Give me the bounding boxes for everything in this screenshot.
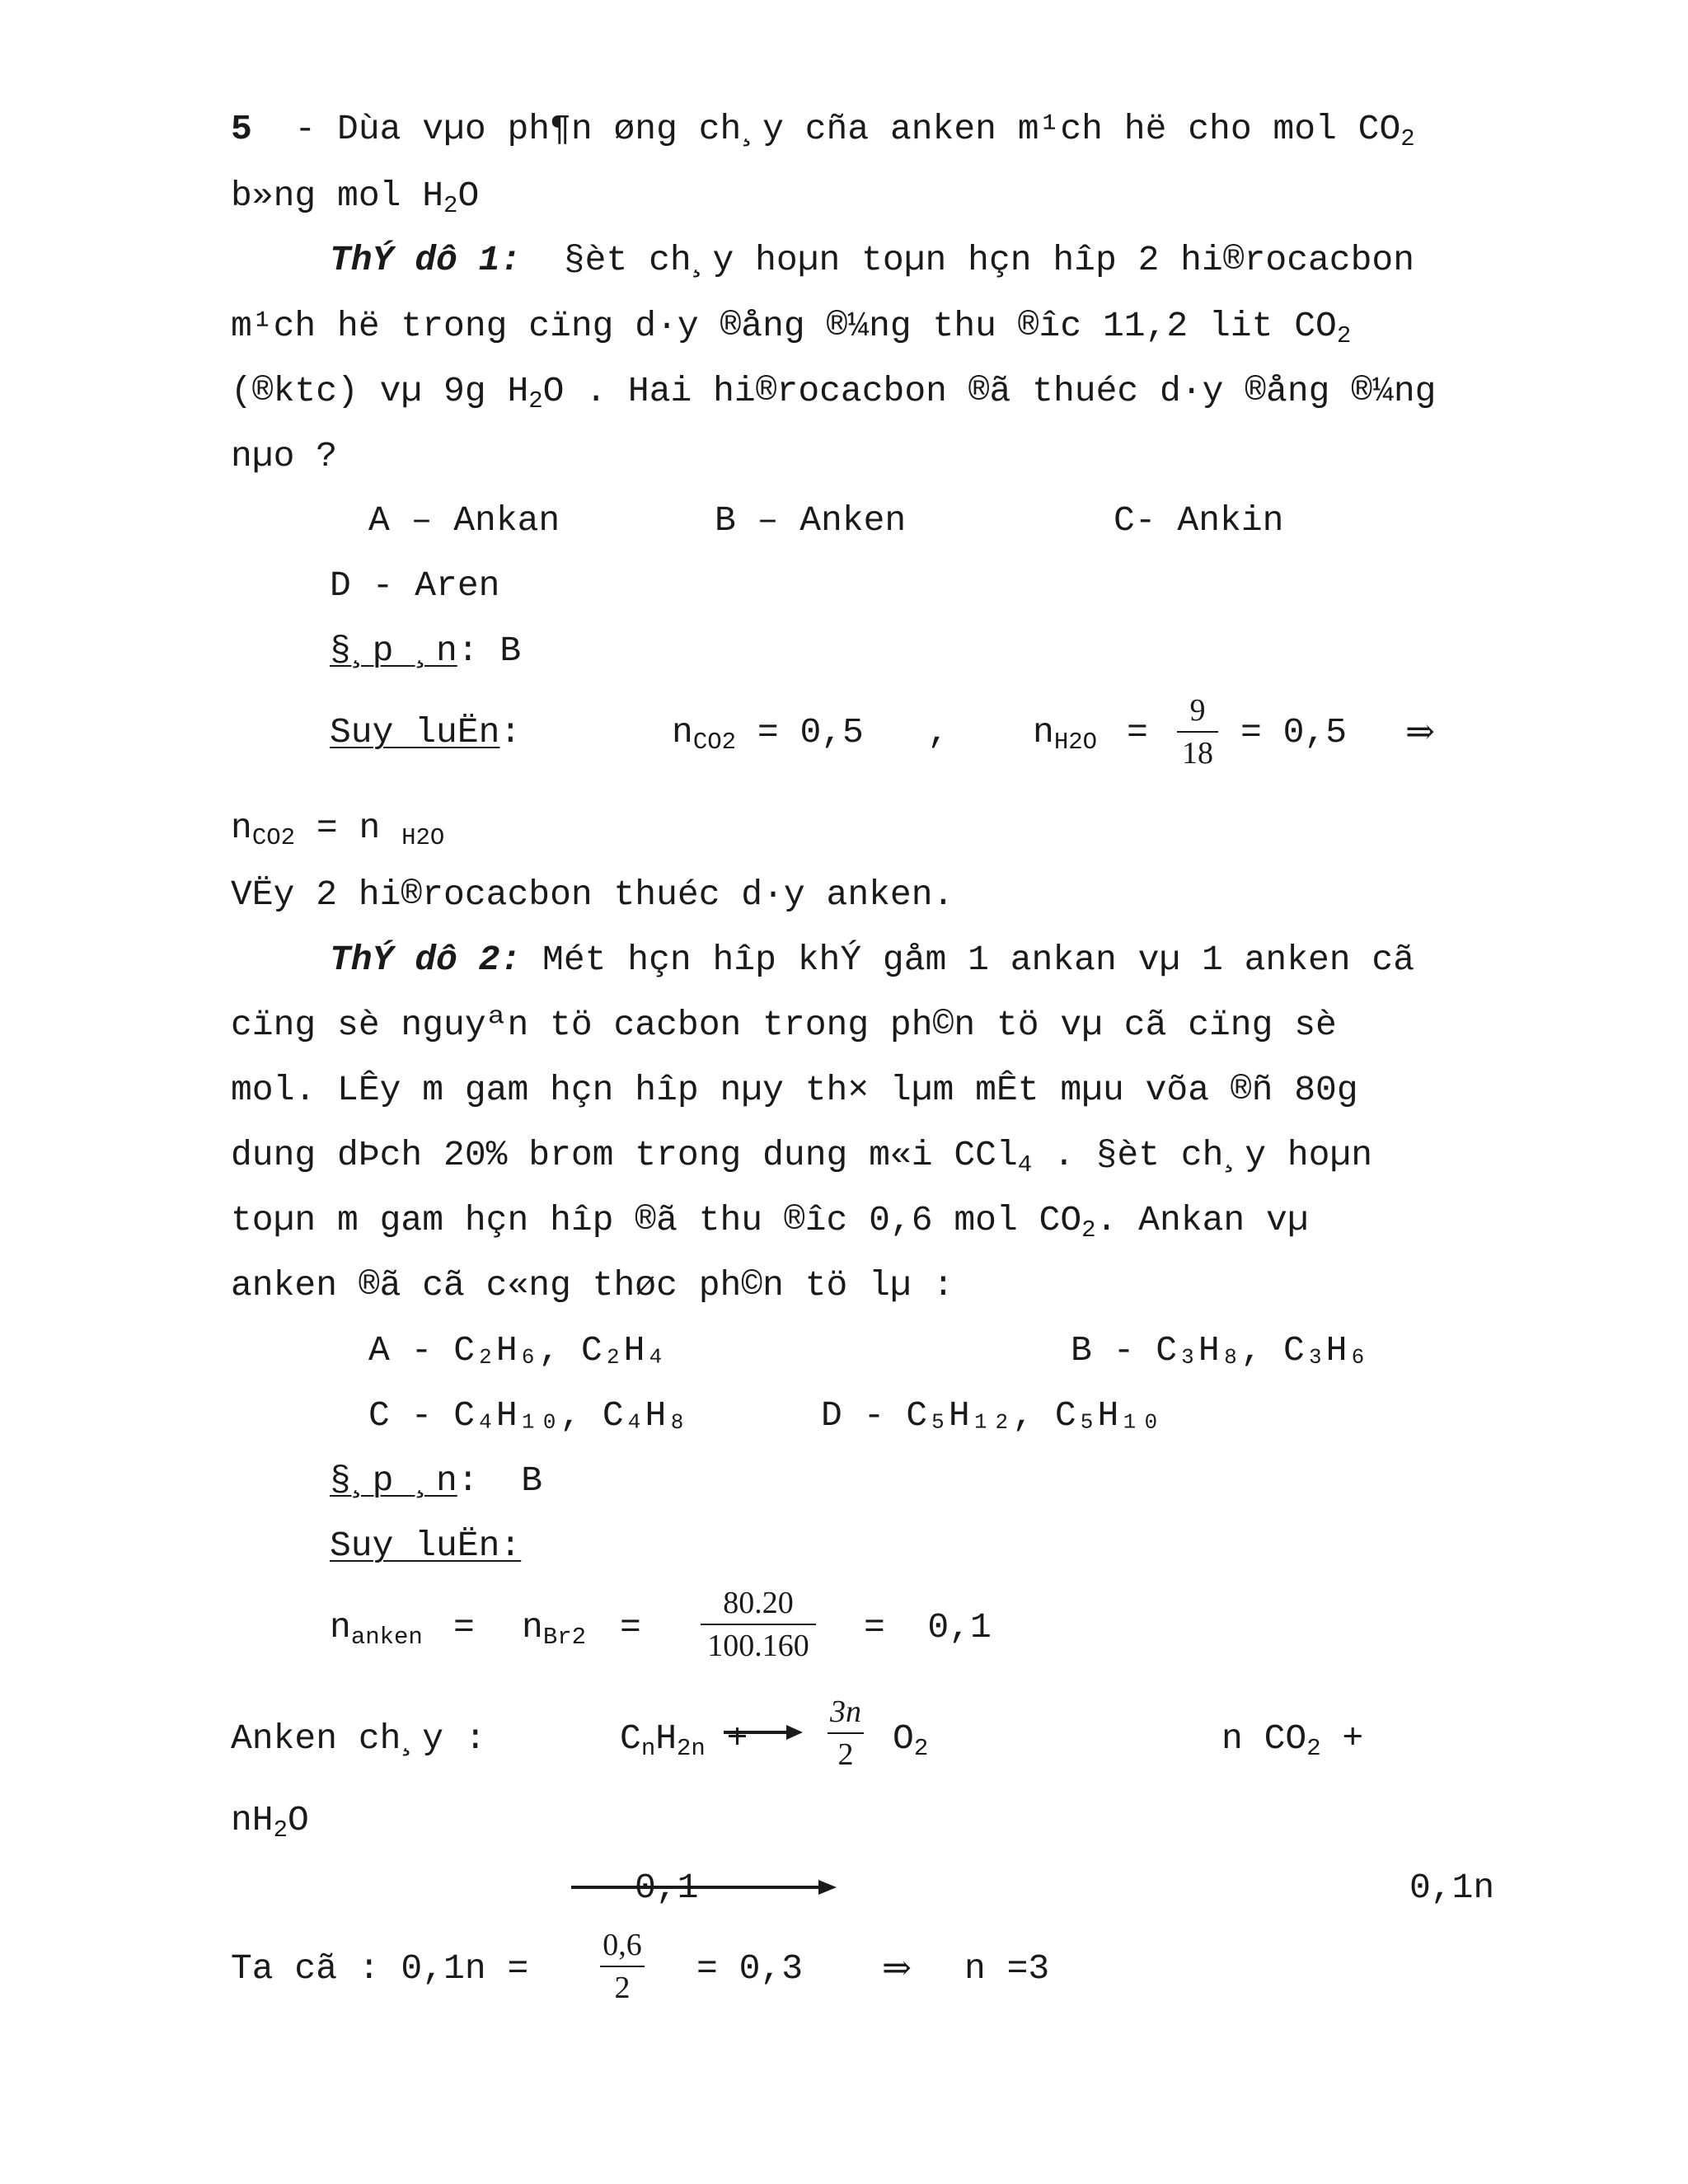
implies-arrow-icon: ⇒ [1405, 713, 1436, 752]
fraction-9-over-18: 9 18 [1177, 695, 1218, 769]
example-1-line-3: (®ktc) vµ 9g $H_2O$ . Hai hi®rocacbon ®ã thuéc d·y ®ång ®¼ng [231, 371, 1437, 415]
option-b: B – Anken [715, 500, 907, 541]
h2o-value: = 0,5 [1240, 712, 1348, 752]
option-d: D - Aren [330, 565, 500, 606]
mole-product: 0,1n [1409, 1868, 1495, 1908]
equality-line: $n_{CO2} = n$ $_{H2O}$ [231, 808, 445, 851]
burn-label: Anken ch¸y : [231, 1718, 486, 1759]
option-d-2: D - C₅H₁₂, C₅H₁₀ [821, 1395, 1161, 1436]
reasoning-label: Suy luËn: [330, 712, 522, 752]
example-2-line-3: mol. LÊy m gam hçn hîp nµy th× lµm mÊt mµu võa ®ñ 80g [231, 1070, 1358, 1110]
option-c: C- Ankin [1114, 500, 1284, 541]
section-heading: 5 - Dùa vµo ph¶n øng ch¸y cña anken m¹ch hë cho mol $CO_2$ [231, 109, 1415, 152]
formula-cnh2n: $C_nH_{2n}$ + [620, 1718, 748, 1762]
fraction-3n-over-2: 3n 2 [828, 1696, 864, 1770]
example-2-line-2: cïng sè nguyªn tö cacbon trong ph©n tö vµ cã cïng sè [231, 1005, 1337, 1045]
fraction-0-6-over-2: 0,6 2 [600, 1929, 645, 2004]
answer-label-2: §¸p ¸n [330, 1460, 457, 1501]
example-2-line-1: ThÝ dô 2: Mét hçn hîp khÝ gåm 1 ankan vµ 1 anken cã [330, 940, 1415, 980]
n-anken: $n_{anken}$ [330, 1607, 423, 1651]
oxygen: $O_2$ [893, 1718, 929, 1762]
section-number: 5 [231, 109, 252, 149]
answer-label: §¸p ¸n [330, 630, 457, 671]
option-a-2: A - C₂H₆, C₂H₄ [368, 1330, 667, 1371]
option-b-2: B - C₃H₈, C₃H₆ [1071, 1330, 1369, 1371]
conclusion: VËy 2 hi®rocacbon thuéc d·y anken. [231, 874, 954, 915]
anken-moles: = 0,1 [864, 1607, 992, 1647]
answer-line [330, 630, 522, 671]
option-a: A – Ankan [368, 500, 560, 541]
n-h2o-equation: $n_{H2O}$ [1033, 712, 1098, 756]
answer-value-2: : B [457, 1460, 543, 1501]
example-1-line-4: nµo ? [231, 436, 338, 476]
final-implies-icon: ⇒ [882, 1949, 912, 1988]
option-c-2: C - C₄H₁₀, C₄H₈ [368, 1395, 688, 1436]
example-2-label: ThÝ dô 2: [330, 940, 522, 980]
answer-value: : B [457, 630, 522, 671]
equals-2: = [620, 1607, 641, 1647]
product-co2: n $CO_2$ + [1221, 1718, 1364, 1762]
answer-line-2 [330, 1460, 543, 1501]
mole-arrow-icon [571, 1877, 843, 1897]
reaction-arrow-icon [724, 1722, 806, 1742]
example-1-label: ThÝ dô 1: [330, 240, 522, 280]
example-2-line-4: dung dÞch 20% brom trong dung m«i CCl$_4$ . §èt ch¸y hoµn [231, 1135, 1373, 1179]
example-1-line-2: m¹ch hë trong cïng d·y ®ång ®¼ng thu ®îc 11,2 lit $CO_2$ [231, 306, 1352, 349]
example-2-line-6: anken ®ã cã c«ng thøc ph©n tö lµ : [231, 1265, 954, 1305]
example-2-line-5: toµn m gam hçn hîp ®ã thu ®îc 0,6 mol $CO_2$. Ankan vµ [231, 1200, 1309, 1244]
equals-sign: = [1127, 712, 1148, 752]
reasoning-label-2: Suy luËn: [330, 1526, 522, 1566]
section-heading-cont: b»ng mol $H_2O$ [231, 176, 480, 219]
n-co2-equation: $n_{CO2} = 0,5$ , [672, 712, 950, 756]
final-value: = 0,3 [696, 1948, 804, 1989]
final-result: n =3 [964, 1948, 1050, 1989]
fraction-80-20-over-100-160: 80.20 100.160 [701, 1587, 816, 1661]
equals-1: = [453, 1607, 475, 1647]
product-water: $nH_2O$ [231, 1800, 309, 1844]
n-br2: $n_{Br2}$ [522, 1607, 587, 1651]
mole-reactant: 0,1 [635, 1868, 699, 1908]
example-1-line-1: ThÝ dô 1: §èt ch¸y hoµn toµn hçn hîp 2 hi®rocacbon [330, 240, 1415, 280]
final-equation: Ta cã : 0,1n = [231, 1948, 529, 1989]
